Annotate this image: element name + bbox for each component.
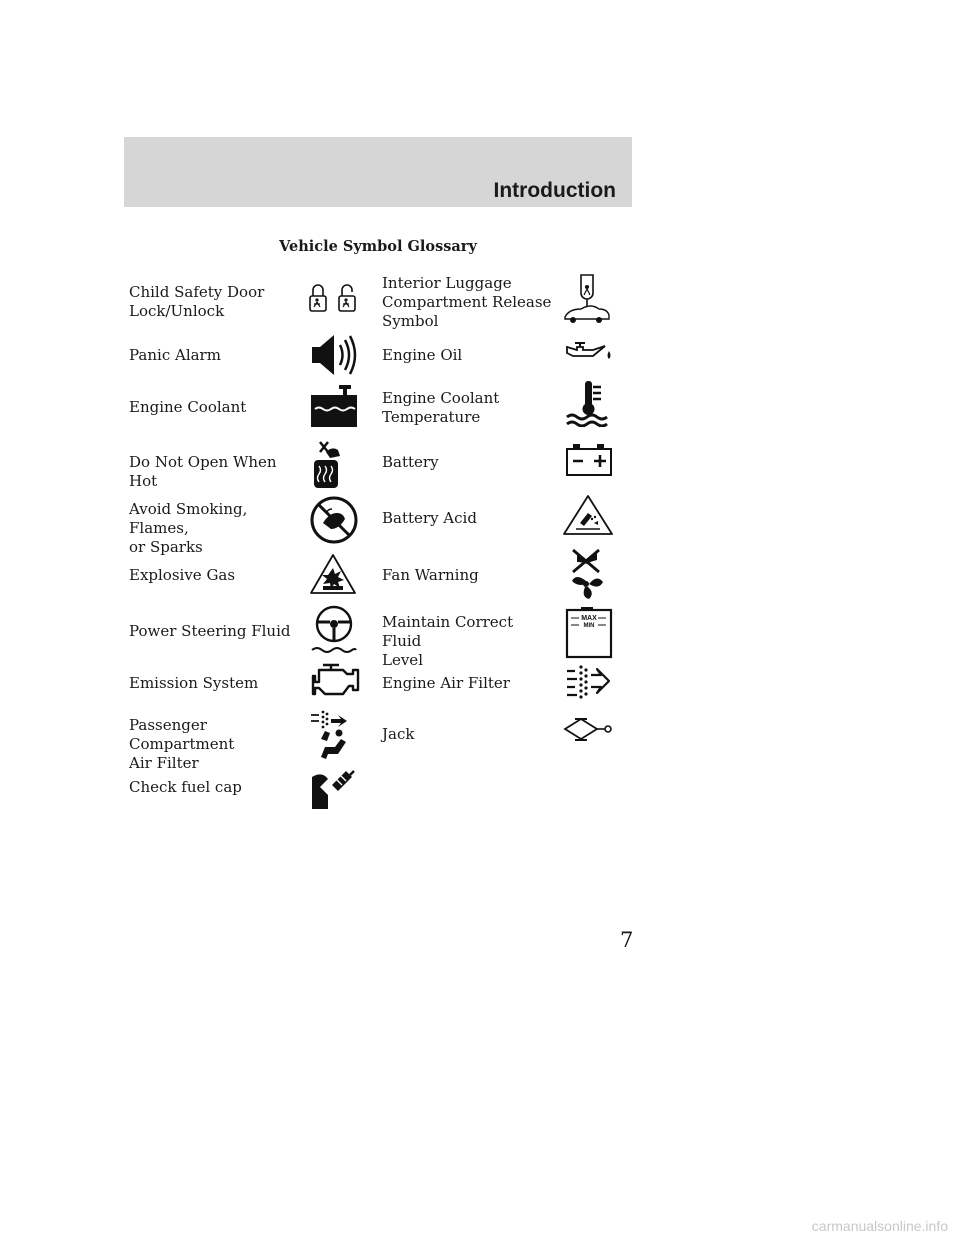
glossary-item-label: Fan Warning: [382, 566, 479, 584]
trunk-release-icon: [561, 271, 613, 325]
header-band: [124, 137, 632, 207]
page-number: 7: [620, 928, 634, 952]
glossary-item-label: Passenger Compartment Air Filter: [129, 716, 235, 772]
glossary-item-label: Battery: [382, 453, 439, 471]
glossary-item-label: Do Not Open When Hot: [129, 453, 277, 490]
explosive-gas-icon: [309, 552, 357, 596]
no-smoking-icon: [309, 495, 359, 545]
glossary-item-label: Maintain Correct Fluid Level: [382, 613, 514, 669]
glossary-item-label: Interior Luggage Compartment Release Symbol: [382, 274, 552, 330]
child-lock-icon: [306, 283, 366, 313]
glossary-item-label: Battery Acid: [382, 509, 477, 527]
fuel-cap-icon: [310, 767, 358, 811]
glossary-item-label: Engine Coolant: [129, 398, 247, 416]
glossary-item-label: Avoid Smoking, Flames, or Sparks: [129, 500, 248, 556]
glossary-item-label: Emission System: [129, 674, 259, 692]
glossary-item-label: Explosive Gas: [129, 566, 236, 584]
glossary-item-label: Panic Alarm: [129, 346, 221, 364]
air-filter-icon: [565, 661, 613, 701]
oil-can-icon: [563, 339, 615, 365]
engine-icon: [309, 661, 361, 701]
jack-icon: [563, 715, 613, 745]
cabin-air-filter-icon: [309, 709, 359, 759]
battery-acid-icon: [562, 493, 614, 537]
horn-icon: [310, 333, 358, 377]
coolant-reservoir-icon: [309, 383, 359, 429]
glossary-title: Vehicle Symbol Glossary: [279, 238, 477, 255]
glossary-item-label: Child Safety Door Lock/Unlock: [129, 283, 265, 320]
watermark[interactable]: carmanualsonline.info: [811, 1218, 948, 1234]
glossary-item-label: Engine Oil: [382, 346, 463, 364]
fluid-level-max-text: MAX: [581, 615, 597, 622]
fan-warning-icon: [565, 548, 607, 600]
glossary-item-label: Check fuel cap: [129, 778, 242, 796]
glossary-item-label: Jack: [382, 725, 415, 743]
glossary-item-label: Power Steering Fluid: [129, 622, 291, 640]
glossary-item-label: Engine Coolant Temperature: [382, 389, 500, 426]
fluid-level-min-text: MIN: [583, 623, 595, 629]
battery-icon: [565, 442, 613, 476]
power-steering-icon: [310, 604, 358, 656]
glossary-item-label: Engine Air Filter: [382, 674, 510, 692]
coolant-temperature-icon: [565, 379, 613, 427]
do-not-open-hot-icon: [310, 438, 344, 490]
section-title: Introduction: [493, 179, 616, 202]
fluid-level-icon: [565, 605, 613, 659]
